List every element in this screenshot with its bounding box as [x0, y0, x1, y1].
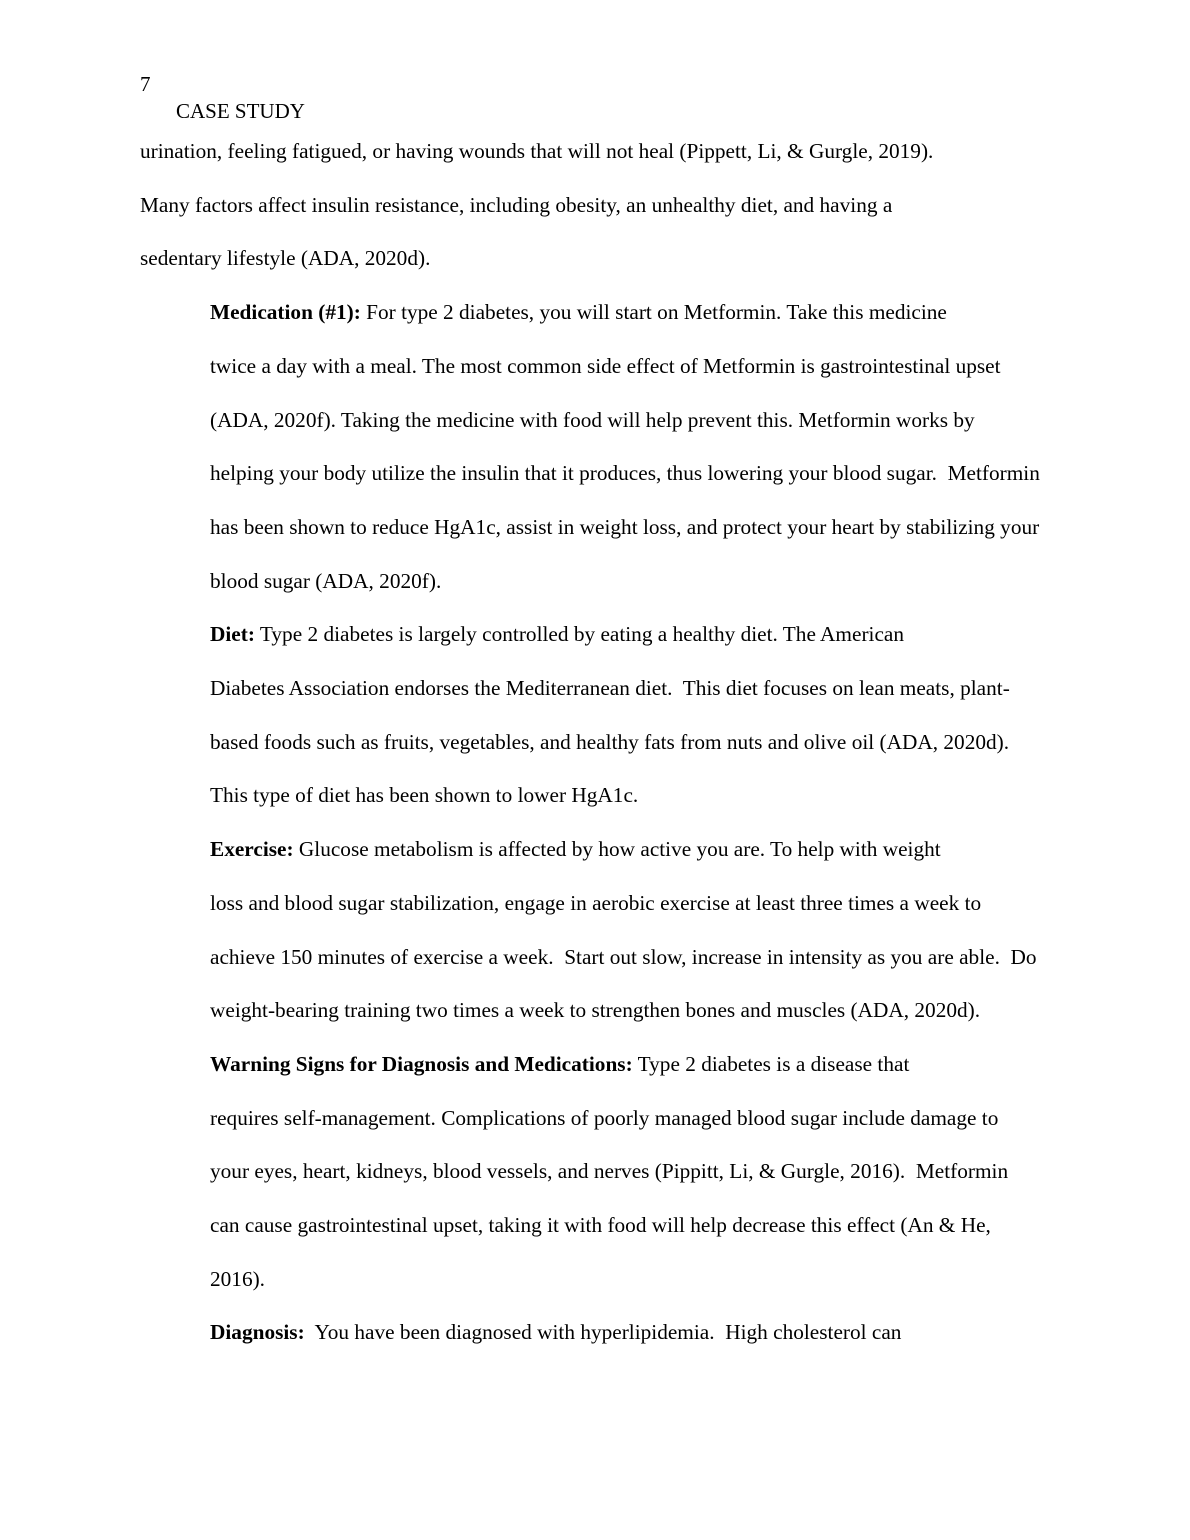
page-number: 7 [140, 72, 151, 96]
text-line [140, 823, 1052, 877]
line-text: Many factors affect insulin resistance, including obesity, an unhealthy diet, and having a [140, 192, 893, 217]
line-text: your eyes, heart, kidneys, blood vessels, and nerves (Pippitt, Li, & Gurgle, 2016). Metformin [210, 1159, 1009, 1184]
text-line [140, 1145, 1052, 1199]
text-line [140, 662, 1052, 716]
paragraph-heading: Exercise: [210, 837, 294, 862]
text-line [140, 716, 1052, 770]
line-text: twice a day with a meal. The most common side effect of Metformin is gastrointestinal upset [210, 353, 1001, 378]
line-text: blood sugar (ADA, 2020f). [210, 568, 442, 593]
line-text: Type 2 diabetes is a disease that [637, 1051, 910, 1076]
line-text: You have been diagnosed with hyperlipidemia. High cholesterol can [310, 1320, 902, 1345]
text-line [140, 984, 1052, 1038]
text-line [140, 1306, 1052, 1360]
line-text: has been shown to reduce HgA1c, assist in weight loss, and protect your heart by stabilizing your [210, 514, 1040, 539]
line-text: urination, feeling fatigued, or having wounds that will not heal (Pippett, Li, & Gurgle, 2019). [140, 139, 934, 163]
text-line [140, 340, 1052, 394]
line-text: based foods such as fruits, vegetables, and healthy fats from nuts and olive oil (ADA, 2020d). [210, 729, 1010, 754]
text-line [140, 232, 1052, 286]
text-line [140, 608, 1052, 662]
paragraph [140, 125, 1052, 286]
paragraph [140, 1306, 1052, 1360]
line-text: 2016). [210, 1266, 266, 1291]
line-text: This type of diet has been shown to lower HgA1c. [210, 783, 639, 808]
paragraph [140, 608, 1052, 823]
text-line [140, 877, 1052, 931]
paragraph-heading: Diet: [210, 622, 255, 647]
running-head: CASE STUDY [176, 99, 305, 123]
text-line [140, 555, 1052, 609]
line-text: Type 2 diabetes is largely controlled by eating a healthy diet. The American [259, 622, 905, 647]
paragraph-heading: Warning Signs for Diagnosis and Medications: [210, 1051, 633, 1076]
line-text: Diabetes Association endorses the Mediterranean diet. This diet focuses on lean meats, plant- [210, 676, 1010, 701]
line-text: requires self-management. Complications of poorly managed blood sugar include damage to [210, 1105, 999, 1130]
text-line [140, 931, 1052, 985]
line-text: can cause gastrointestinal upset, taking it with food will help decrease this effect (An & He, [210, 1213, 991, 1238]
line-text: helping your body utilize the insulin that it produces, thus lowering your blood sugar. Metformin [210, 461, 1040, 486]
text-line [140, 1092, 1052, 1146]
text-line [140, 394, 1052, 448]
line-text: For type 2 diabetes, you will start on Metformin. Take this medicine [366, 300, 947, 325]
paragraph [140, 286, 1052, 608]
line-text: achieve 150 minutes of exercise a week. Start out slow, increase in intensity as you are able. Do [210, 944, 1037, 969]
paragraph [140, 1038, 1052, 1307]
text-line [140, 1038, 1052, 1092]
line-text: weight-bearing training two times a week to strengthen bones and muscles (ADA, 2020d). [210, 998, 981, 1023]
line-text: Glucose metabolism is affected by how active you are. To help with weight [298, 837, 941, 862]
text-line [140, 1199, 1052, 1253]
line-text: (ADA, 2020f). Taking the medicine with food will help prevent this. Metformin works by [210, 407, 975, 432]
text-line [140, 1253, 1052, 1307]
line-text: loss and blood sugar stabilization, engage in aerobic exercise at least three times a week to [210, 890, 982, 915]
paragraph-heading: Diagnosis: [210, 1320, 305, 1345]
text-line [140, 125, 1052, 179]
text-line [140, 286, 1052, 340]
line-text: sedentary lifestyle (ADA, 2020d). [140, 246, 431, 271]
text-line [140, 447, 1052, 501]
text-line [140, 179, 1052, 233]
document-body [140, 125, 1052, 1360]
paragraph [140, 823, 1052, 1038]
paragraph-heading: Medication (#1): [210, 300, 361, 325]
text-line [140, 769, 1052, 823]
text-line [140, 501, 1052, 555]
